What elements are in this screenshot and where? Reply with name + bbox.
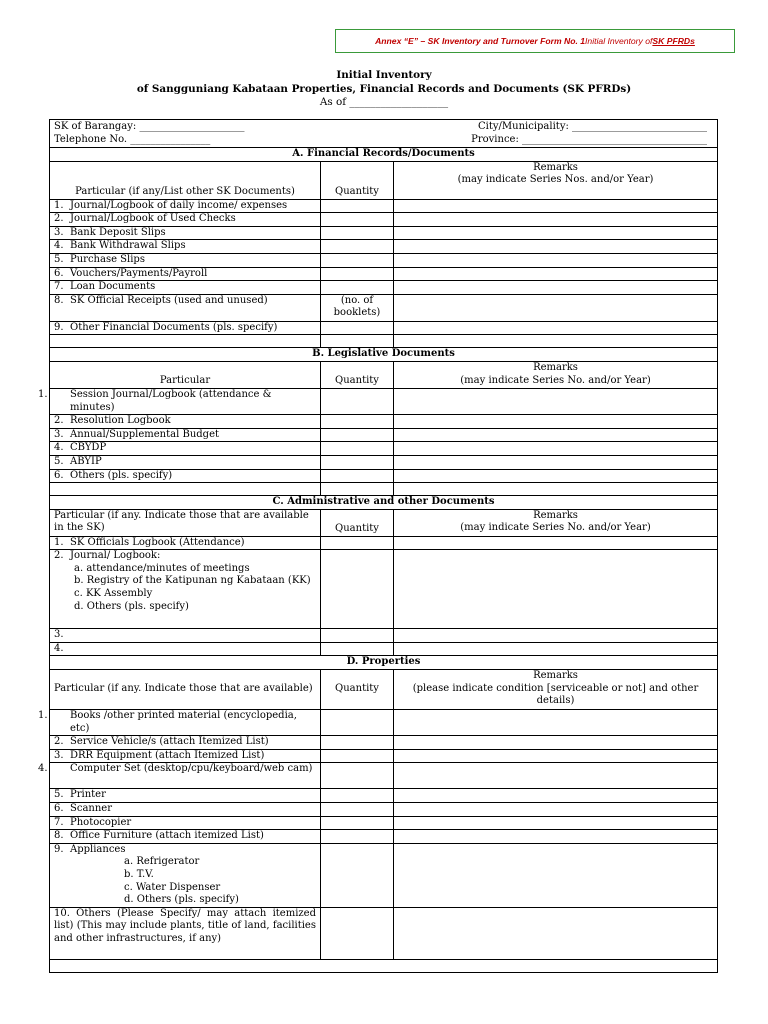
section-d-col-quantity: Quantity bbox=[321, 670, 394, 710]
sub-item: d. Others (pls. specify) bbox=[74, 600, 189, 612]
remarks-cell[interactable] bbox=[394, 710, 718, 736]
table-row bbox=[50, 763, 718, 789]
item-label: Books /other printed material (encyclopedia, etc) bbox=[70, 710, 297, 734]
sub-item: d. Others (pls. specify) bbox=[124, 894, 239, 906]
province-field[interactable]: Province: _____________________________________ bbox=[471, 133, 708, 145]
quantity-cell[interactable] bbox=[321, 843, 394, 907]
sub-item: a. Refrigerator bbox=[124, 856, 200, 868]
quantity-cell[interactable] bbox=[321, 763, 394, 789]
item-number: 6. bbox=[54, 267, 64, 279]
table-row bbox=[50, 816, 718, 830]
table-row bbox=[50, 415, 718, 429]
item-number: 5. bbox=[54, 789, 64, 801]
item-label: Purchase Slips bbox=[70, 253, 145, 265]
item-number: 4. bbox=[38, 763, 48, 775]
remarks-cell[interactable] bbox=[394, 281, 718, 295]
quantity-cell[interactable] bbox=[321, 253, 394, 267]
blank-cell[interactable] bbox=[321, 335, 394, 348]
section-b-col-quantity: Quantity bbox=[321, 361, 394, 388]
item-label: Annual/Supplemental Budget bbox=[70, 428, 220, 440]
table-row bbox=[50, 240, 718, 254]
item-number: 4. bbox=[54, 442, 64, 454]
section-c-col-remarks-note: (may indicate Series No. and/or Year) bbox=[460, 522, 651, 534]
remarks-cell[interactable] bbox=[394, 536, 718, 550]
quantity-cell[interactable] bbox=[321, 629, 394, 643]
item-number: 3. bbox=[54, 629, 64, 641]
section-b-title-row bbox=[50, 348, 718, 362]
item-number: 4. bbox=[54, 240, 64, 252]
quantity-cell[interactable] bbox=[321, 469, 394, 483]
table-row bbox=[50, 536, 718, 550]
section-d-col-remarks: Remarks bbox=[533, 670, 578, 682]
item-label: Resolution Logbook bbox=[70, 415, 171, 427]
title-line-2: of Sangguniang Kabataan Properties, Financial Records and Documents (SK PFRDs) bbox=[136, 82, 632, 95]
remarks-cell[interactable] bbox=[394, 736, 718, 750]
item-number: 5. bbox=[54, 455, 64, 467]
remarks-cell[interactable] bbox=[394, 550, 718, 629]
item-label: Office Furniture (attach itemized List) bbox=[70, 830, 264, 842]
item-number: 1. bbox=[54, 199, 64, 211]
item-number: 2. bbox=[54, 736, 64, 748]
section-c-col-remarks: Remarks bbox=[533, 509, 578, 521]
quantity-cell[interactable] bbox=[321, 267, 394, 281]
table-row bbox=[50, 226, 718, 240]
form-title bbox=[0, 69, 768, 110]
section-a-header-row bbox=[50, 161, 718, 199]
quantity-cell[interactable] bbox=[321, 415, 394, 429]
quantity-cell[interactable] bbox=[321, 642, 394, 656]
blank-cell[interactable] bbox=[321, 483, 394, 496]
section-c-header-row bbox=[50, 509, 718, 536]
table-row bbox=[50, 294, 718, 321]
quantity-cell[interactable] bbox=[321, 736, 394, 750]
table-row bbox=[50, 736, 718, 750]
item-number: 9. bbox=[54, 843, 64, 855]
remarks-cell[interactable] bbox=[394, 629, 718, 643]
table-row bbox=[50, 789, 718, 803]
item-label: SK Official Receipts (used and unused) bbox=[70, 294, 268, 306]
remarks-cell[interactable] bbox=[394, 763, 718, 789]
quantity-cell[interactable] bbox=[321, 907, 394, 959]
remarks-cell[interactable] bbox=[394, 253, 718, 267]
quantity-cell[interactable] bbox=[321, 321, 394, 335]
annex-middle: Initial Inventory of bbox=[585, 36, 653, 46]
table-row bbox=[50, 642, 718, 656]
table-row bbox=[50, 428, 718, 442]
quantity-cell[interactable] bbox=[321, 455, 394, 469]
remarks-cell[interactable] bbox=[394, 830, 718, 844]
table-row bbox=[50, 199, 718, 213]
item-label: Loan Documents bbox=[70, 281, 156, 293]
table-row bbox=[50, 267, 718, 281]
item-number: 1. bbox=[38, 388, 48, 400]
item-number: 2. bbox=[54, 213, 64, 225]
quantity-cell[interactable] bbox=[321, 388, 394, 414]
section-a-col-particular: Particular (if any/List other SK Documents) bbox=[50, 161, 321, 199]
section-b-col-particular: Particular bbox=[50, 361, 321, 388]
title-line-1: Initial Inventory bbox=[336, 69, 432, 81]
blank-row bbox=[50, 335, 718, 348]
item-number: 8. bbox=[54, 830, 64, 842]
quantity-cell[interactable] bbox=[321, 226, 394, 240]
remarks-cell[interactable] bbox=[394, 226, 718, 240]
section-c-col-particular: Particular (if any. Indicate those that are available in the SK) bbox=[50, 509, 321, 536]
quantity-cell[interactable] bbox=[321, 428, 394, 442]
sub-item: c. Water Dispenser bbox=[124, 881, 221, 893]
remarks-cell[interactable] bbox=[394, 199, 718, 213]
item-label: Appliances bbox=[70, 843, 126, 855]
remarks-cell[interactable] bbox=[394, 240, 718, 254]
item-number: 1. bbox=[38, 710, 48, 722]
blank-row bbox=[50, 959, 718, 972]
sub-item: b. T.V. bbox=[124, 869, 154, 880]
table-row bbox=[50, 281, 718, 295]
item-label: Computer Set (desktop/cpu/keyboard/web cam) bbox=[70, 763, 313, 775]
table-row bbox=[50, 388, 718, 414]
blank-cell[interactable] bbox=[394, 335, 718, 348]
section-a-title-row bbox=[50, 148, 718, 162]
section-c-title-row bbox=[50, 496, 718, 510]
item-number: 5. bbox=[54, 253, 64, 265]
annex-label bbox=[335, 29, 735, 53]
sub-item: a. attendance/minutes of meetings bbox=[74, 562, 250, 574]
section-b-col-remarks-note: (may indicate Series No. and/or Year) bbox=[460, 374, 651, 386]
item-number: 3. bbox=[54, 428, 64, 440]
table-row bbox=[50, 710, 718, 736]
remarks-cell[interactable] bbox=[394, 749, 718, 763]
table-row bbox=[50, 843, 718, 907]
quantity-cell[interactable] bbox=[321, 536, 394, 550]
table-row bbox=[50, 749, 718, 763]
telephone-field[interactable]: Telephone No. ________________ bbox=[54, 133, 211, 145]
item-number: 9. bbox=[54, 321, 64, 333]
section-d-title-row bbox=[50, 656, 718, 670]
item-label: Photocopier bbox=[70, 816, 132, 828]
table-row bbox=[50, 321, 718, 335]
table-row bbox=[50, 550, 718, 629]
remarks-cell[interactable] bbox=[394, 294, 718, 321]
item-label: DRR Equipment (attach Itemized List) bbox=[70, 749, 265, 761]
item-number: 3. bbox=[54, 749, 64, 761]
blank-row bbox=[50, 483, 718, 496]
blank-cell[interactable] bbox=[50, 959, 718, 972]
annex-underlined: SK PFRDs bbox=[652, 36, 695, 46]
item-label: Other Financial Documents (pls. specify) bbox=[70, 321, 278, 333]
section-b-header-row bbox=[50, 361, 718, 388]
sub-item: b. Registry of the Katipunan ng Kabataan (KK) bbox=[74, 575, 311, 587]
remarks-cell[interactable] bbox=[394, 428, 718, 442]
item-number: 3. bbox=[54, 226, 64, 238]
remarks-cell[interactable] bbox=[394, 267, 718, 281]
blank-cell[interactable] bbox=[50, 483, 321, 496]
quantity-cell[interactable] bbox=[321, 442, 394, 456]
table-row bbox=[50, 455, 718, 469]
item-label: CBYDP bbox=[70, 442, 107, 454]
remarks-cell[interactable] bbox=[394, 816, 718, 830]
item-label: SK Officials Logbook (Attendance) bbox=[70, 536, 245, 548]
title-as-of: As of ___________________ bbox=[319, 96, 449, 108]
section-a-col-remarks-note: (may indicate Series Nos. and/or Year) bbox=[457, 174, 654, 186]
item-label: Bank Deposit Slips bbox=[70, 226, 166, 238]
remarks-cell[interactable] bbox=[394, 469, 718, 483]
quantity-cell[interactable] bbox=[321, 199, 394, 213]
section-d-header-row bbox=[50, 670, 718, 710]
item-label: Scanner bbox=[70, 803, 112, 815]
item-label: ABYIP bbox=[70, 455, 102, 467]
item-label: Printer bbox=[70, 789, 106, 801]
section-d-col-remarks-note: (please indicate condition [serviceable or not] and other details) bbox=[412, 682, 699, 707]
city-field[interactable]: City/Municipality: ___________________________ bbox=[478, 121, 708, 132]
quantity-cell[interactable] bbox=[321, 816, 394, 830]
remarks-cell[interactable] bbox=[394, 642, 718, 656]
remarks-cell[interactable] bbox=[394, 455, 718, 469]
inventory-table bbox=[38, 119, 718, 973]
section-c-title: C. Administrative and other Documents bbox=[50, 496, 718, 510]
quantity-note: (no. of booklets) bbox=[321, 294, 394, 321]
item-number: 7. bbox=[54, 816, 64, 828]
item-label: Bank Withdrawal Slips bbox=[70, 240, 186, 252]
item-label: Vouchers/Payments/Payroll bbox=[70, 267, 208, 279]
quantity-cell[interactable] bbox=[321, 830, 394, 844]
remarks-cell[interactable] bbox=[394, 843, 718, 907]
item-label: Journal/ Logbook: bbox=[70, 550, 161, 562]
remarks-cell[interactable] bbox=[394, 321, 718, 335]
item-number: 6. bbox=[54, 803, 64, 815]
remarks-cell[interactable] bbox=[394, 907, 718, 959]
item-label: Journal/Logbook of Used Checks bbox=[70, 213, 236, 225]
sub-item: c. KK Assembly bbox=[74, 588, 153, 600]
table-row bbox=[50, 442, 718, 456]
item-label: Journal/Logbook of daily income/ expenses bbox=[70, 199, 288, 211]
header-info-row bbox=[50, 120, 718, 148]
table-row bbox=[50, 469, 718, 483]
barangay-field[interactable]: SK of Barangay: _____________________ bbox=[54, 121, 245, 132]
remarks-cell[interactable] bbox=[394, 415, 718, 429]
quantity-cell[interactable] bbox=[321, 749, 394, 763]
blank-cell[interactable] bbox=[50, 335, 321, 348]
section-c-col-quantity: Quantity bbox=[321, 509, 394, 536]
item-number: 4. bbox=[54, 642, 64, 654]
section-d-title: D. Properties bbox=[50, 656, 718, 670]
remarks-cell[interactable] bbox=[394, 388, 718, 414]
quantity-cell[interactable] bbox=[321, 803, 394, 817]
item-number: 2. bbox=[54, 550, 64, 562]
table-row bbox=[50, 907, 718, 959]
quantity-cell[interactable] bbox=[321, 710, 394, 736]
item-label: Service Vehicle/s (attach Itemized List) bbox=[70, 736, 269, 748]
item-number: 1. bbox=[54, 536, 64, 548]
item-number: 2. bbox=[54, 415, 64, 427]
table-row bbox=[50, 213, 718, 227]
table-row bbox=[50, 253, 718, 267]
table-row bbox=[50, 830, 718, 844]
remarks-cell[interactable] bbox=[394, 803, 718, 817]
quantity-cell[interactable] bbox=[321, 213, 394, 227]
item-label: 10. Others (Please Specify/ may attach itemized list) (This may include plants, title of land, facilities and other infrastructures, if any) bbox=[50, 907, 321, 959]
item-label: Others (pls. specify) bbox=[70, 469, 173, 481]
section-a-title: A. Financial Records/Documents bbox=[50, 148, 718, 162]
item-label: Session Journal/Logbook (attendance & minutes) bbox=[70, 388, 272, 413]
quantity-cell[interactable] bbox=[321, 789, 394, 803]
table-row bbox=[50, 629, 718, 643]
section-a-col-quantity: Quantity bbox=[321, 161, 394, 199]
remarks-cell[interactable] bbox=[394, 789, 718, 803]
section-a-col-remarks: Remarks bbox=[533, 161, 578, 173]
section-b-title: B. Legislative Documents bbox=[50, 348, 718, 362]
table-row bbox=[50, 803, 718, 817]
remarks-cell[interactable] bbox=[394, 442, 718, 456]
item-number: 6. bbox=[54, 469, 64, 481]
quantity-cell[interactable] bbox=[321, 240, 394, 254]
item-number: 8. bbox=[54, 294, 64, 306]
quantity-cell[interactable] bbox=[321, 281, 394, 295]
section-b-col-remarks: Remarks bbox=[533, 361, 578, 373]
section-d-col-particular: Particular (if any. Indicate those that are available) bbox=[50, 670, 321, 710]
blank-cell[interactable] bbox=[394, 483, 718, 496]
item-number: 7. bbox=[54, 281, 64, 293]
annex-prefix: Annex “E” – SK Inventory and Turnover Form No. 1 bbox=[375, 36, 586, 46]
remarks-cell[interactable] bbox=[394, 213, 718, 227]
quantity-cell[interactable] bbox=[321, 550, 394, 629]
